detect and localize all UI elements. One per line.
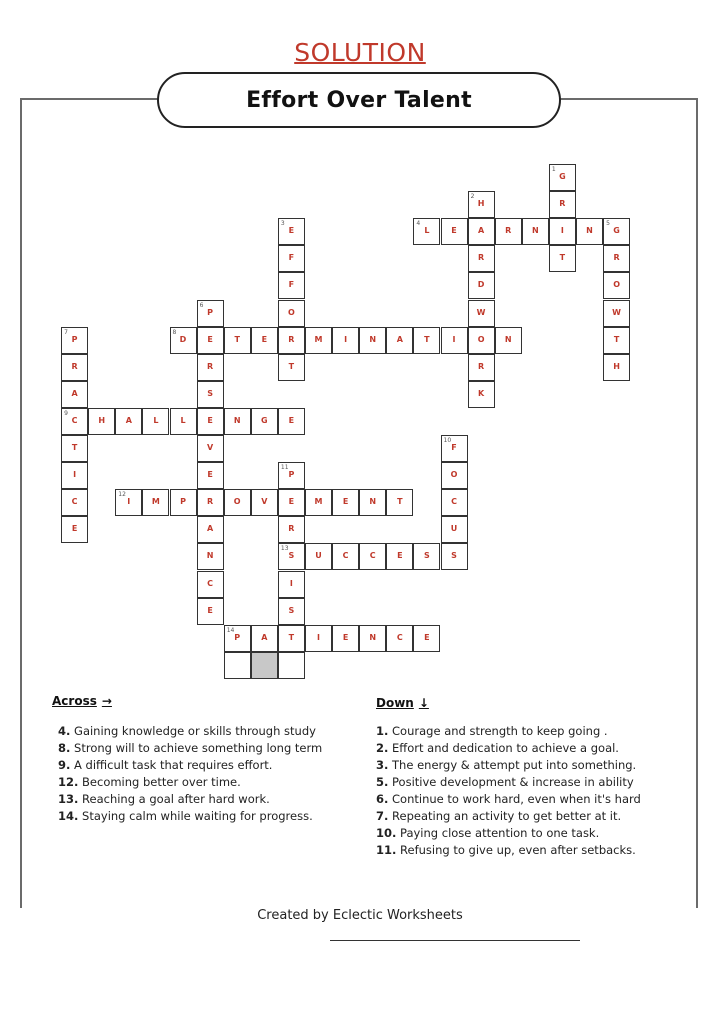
grid-cell [61, 327, 88, 354]
grid-cell [549, 245, 576, 272]
grid-cell [224, 327, 251, 354]
clue-item [376, 842, 641, 859]
clue-item [376, 808, 641, 825]
answer-letter: E [451, 226, 457, 236]
answer-letter: I [452, 334, 456, 344]
grid-cell [441, 516, 468, 543]
answer-letter: G [261, 415, 268, 425]
clue-item-number: 8. [58, 741, 71, 755]
grid-cell [251, 625, 278, 652]
clue-item-number: 5. [376, 775, 389, 789]
answer-letter: L [180, 415, 186, 425]
answer-letter: N [369, 334, 377, 344]
across-clue-list [58, 723, 322, 825]
answer-letter: T [71, 443, 78, 452]
answer-letter: L [153, 415, 159, 425]
answer-letter: R [288, 334, 295, 344]
clue-item [58, 757, 322, 774]
answer-letter: E [207, 470, 213, 480]
answer-letter: W [612, 307, 621, 317]
answer-letter: K [477, 388, 485, 398]
grid-cell [278, 598, 305, 625]
answer-letter: S [424, 551, 430, 561]
answer-letter: I [560, 226, 564, 236]
grid-cell [603, 300, 630, 327]
answer-letter: R [559, 199, 566, 209]
grid-cell [549, 218, 576, 245]
answer-letter: T [288, 361, 295, 371]
answer-letter: T [234, 334, 240, 344]
answer-letter: C [71, 497, 78, 507]
grid-cell [468, 354, 495, 381]
answer-letter: G [559, 172, 566, 181]
answer-letter: R [613, 253, 620, 263]
answer-letter: D [477, 280, 485, 290]
answer-letter: L [424, 226, 430, 236]
answer-letter: P [71, 334, 78, 344]
answer-letter: O [477, 334, 485, 344]
answer-letter: E [342, 632, 349, 642]
clue-item-number: 2. [376, 741, 389, 755]
grid-cell [603, 245, 630, 272]
answer-letter: O [613, 280, 620, 290]
answer-letter: V [261, 497, 268, 507]
clue-item-text: Repeating an activity to get better at it. [388, 809, 622, 823]
answer-letter: C [342, 551, 349, 561]
grid-cell [549, 191, 576, 218]
grid-cell [197, 381, 224, 408]
signature-line [330, 940, 580, 941]
answer-letter: C [451, 497, 457, 507]
answer-letter: W [476, 307, 486, 317]
clue-item-text: Becoming better over time. [78, 775, 241, 789]
clue-item [376, 740, 641, 757]
answer-letter: A [125, 415, 132, 425]
grid-cell [468, 327, 495, 354]
answer-letter: N [586, 226, 593, 236]
clue-item-text: Paying close attention to one task. [396, 826, 600, 840]
answer-letter: E [71, 524, 78, 534]
grid-cell [468, 381, 495, 408]
clue-number: 12 [118, 491, 126, 499]
clue-item-text: Refusing to give up, even after setbacks. [396, 843, 636, 857]
clue-item [58, 791, 322, 808]
answer-letter: E [207, 415, 213, 425]
grid-cell [441, 543, 468, 570]
grid-cell [603, 354, 630, 381]
answer-letter: H [477, 199, 485, 209]
answer-letter: A [477, 226, 485, 236]
grid-cell [359, 327, 386, 354]
clue-item-number: 10. [376, 826, 397, 840]
answer-letter: P [234, 632, 241, 642]
grid-cell [603, 272, 630, 299]
answer-letter: V [206, 443, 214, 452]
clue-item [58, 723, 322, 740]
answer-letter: E [261, 334, 268, 344]
clue-item [376, 825, 641, 842]
answer-letter: T [424, 334, 430, 344]
grid-cell [278, 354, 305, 381]
grid-cell [197, 516, 224, 543]
answer-letter: O [450, 470, 458, 480]
answer-letter: H [613, 361, 620, 371]
clue-number: 9 [64, 409, 68, 417]
answer-letter: T [288, 632, 295, 642]
grid-cell [224, 652, 251, 679]
grid-cell [468, 300, 495, 327]
grid-cell [197, 543, 224, 570]
grid-cell [278, 218, 305, 245]
grid-cell [603, 327, 630, 354]
answer-letter: I [317, 632, 320, 642]
clue-item-number: 13. [58, 792, 79, 806]
answer-letter: U [450, 524, 458, 534]
clue-number: 4 [416, 220, 421, 228]
grid-cell [197, 354, 224, 381]
answer-letter: T [613, 334, 620, 344]
grid-cell [386, 489, 413, 516]
grid-cell [197, 435, 224, 462]
answer-letter: E [288, 415, 295, 425]
grid-cell [61, 516, 88, 543]
clue-item-number: 14. [58, 809, 79, 823]
grid-cell [332, 625, 359, 652]
grid-cell [197, 571, 224, 598]
grid-cell [278, 327, 305, 354]
grid-cell [468, 218, 495, 245]
clue-item-text: The energy & attempt put into something. [388, 758, 637, 772]
grid-cell [251, 327, 278, 354]
down-arrow-icon: ↓ [418, 696, 429, 710]
clue-item-number: 12. [58, 775, 79, 789]
worksheet-title: Effort Over Talent [157, 72, 561, 128]
clue-item-text: A difficult task that requires effort. [70, 758, 273, 772]
answer-letter: S [207, 388, 213, 398]
answer-letter: C [71, 415, 78, 425]
grid-cell [197, 598, 224, 625]
answer-letter: R [207, 497, 214, 507]
clue-item [376, 757, 641, 774]
answer-letter: I [344, 334, 348, 344]
across-heading: Across → [52, 694, 112, 708]
clue-item [376, 791, 641, 808]
clue-item-text: Gaining knowledge or skills through study [70, 724, 316, 738]
clue-number: 7 [64, 328, 68, 336]
answer-letter: C [396, 632, 403, 642]
grid-cell [332, 543, 359, 570]
answer-letter: T [397, 497, 403, 507]
grid-cell [197, 408, 224, 435]
grid-cell [278, 300, 305, 327]
grid-cell [170, 489, 197, 516]
answer-letter: S [451, 551, 457, 561]
grid-cell [413, 543, 440, 570]
grid-cell [251, 652, 278, 679]
solution-heading: SOLUTION [294, 38, 426, 67]
grid-cell [441, 435, 468, 462]
grid-cell [305, 543, 332, 570]
grid-cell [522, 218, 549, 245]
answer-letter: E [288, 226, 295, 236]
grid-cell [549, 164, 576, 191]
grid-cell [278, 652, 305, 679]
answer-letter: M [151, 497, 160, 507]
clue-number: 3 [280, 220, 285, 228]
grid-cell [441, 218, 468, 245]
clue-number: 13 [280, 545, 289, 553]
answer-letter: A [71, 388, 78, 398]
grid-cell [441, 327, 468, 354]
clue-item [58, 808, 322, 825]
grid-cell [197, 300, 224, 327]
grid-cell [88, 408, 115, 435]
answer-letter: F [288, 253, 295, 263]
answer-letter: E [342, 497, 349, 507]
grid-cell [197, 327, 224, 354]
grid-cell [115, 408, 142, 435]
grid-cell [142, 408, 169, 435]
grid-cell [278, 245, 305, 272]
grid-cell [441, 462, 468, 489]
answer-letter: M [314, 334, 323, 344]
grid-cell [441, 489, 468, 516]
answer-letter: R [288, 524, 295, 534]
answer-letter: A [396, 334, 403, 344]
clue-item [376, 774, 641, 791]
answer-letter: F [288, 280, 295, 290]
answer-letter: N [233, 415, 241, 425]
clue-item-text: Continue to work hard, even when it's hard [388, 792, 641, 806]
grid-cell [603, 218, 630, 245]
grid-cell [61, 435, 88, 462]
grid-cell [495, 327, 522, 354]
clue-number: 2 [470, 193, 475, 201]
grid-cell [251, 408, 278, 435]
grid-cell [413, 218, 440, 245]
answer-letter: U [315, 551, 322, 561]
answer-letter: P [180, 497, 186, 507]
grid-cell [278, 516, 305, 543]
clue-number: 10 [443, 437, 452, 444]
grid-cell [305, 327, 332, 354]
grid-cell [332, 327, 359, 354]
answer-letter: N [206, 551, 214, 561]
grid-cell [386, 327, 413, 354]
answer-letter: A [261, 632, 268, 642]
answer-letter: R [478, 361, 485, 371]
clue-number: 11 [280, 464, 289, 472]
grid-cell [305, 489, 332, 516]
clue-number: 14 [226, 626, 235, 634]
clue-item-number: 6. [376, 792, 389, 806]
answer-letter: C [369, 551, 376, 561]
grid-cell [278, 571, 305, 598]
answer-letter: E [288, 497, 295, 507]
answer-letter: S [288, 551, 295, 561]
clue-item-number: 4. [58, 724, 71, 738]
grid-cell [278, 272, 305, 299]
clue-item-text: Reaching a goal after hard work. [78, 792, 270, 806]
clue-item [376, 723, 641, 740]
grid-cell [468, 245, 495, 272]
clue-item-text: Staying calm while waiting for progress. [78, 809, 313, 823]
grid-cell [386, 543, 413, 570]
grid-cell [224, 489, 251, 516]
clue-item-number: 11. [376, 843, 397, 857]
grid-cell [197, 489, 224, 516]
grid-cell [305, 625, 332, 652]
answer-letter: C [207, 578, 214, 588]
answer-letter: R [207, 361, 214, 371]
down-clue-list [376, 723, 641, 859]
grid-cell [576, 218, 603, 245]
clue-item [58, 774, 322, 791]
answer-letter: O [287, 307, 295, 317]
answer-letter: A [206, 524, 214, 534]
clue-item-text: Effort and dedication to achieve a goal. [388, 741, 619, 755]
grid-cell [278, 408, 305, 435]
answer-letter: P [207, 307, 214, 317]
grid-cell [386, 625, 413, 652]
grid-cell [197, 462, 224, 489]
right-arrow-icon: → [101, 694, 112, 708]
grid-cell [61, 354, 88, 381]
clue-number: 1 [551, 166, 556, 173]
grid-cell [278, 462, 305, 489]
answer-letter: M [314, 497, 323, 507]
grid-cell [278, 625, 305, 652]
answer-letter: I [289, 578, 293, 588]
clue-number: 5 [606, 220, 610, 228]
clue-item-number: 1. [376, 724, 389, 738]
grid-cell [61, 489, 88, 516]
answer-letter: P [288, 470, 295, 480]
grid-cell [278, 489, 305, 516]
grid-cell [359, 543, 386, 570]
answer-letter: N [531, 226, 539, 236]
grid-cell [278, 543, 305, 570]
answer-letter: I [73, 470, 77, 480]
answer-letter: H [98, 415, 106, 425]
clue-number: 6 [199, 301, 204, 309]
answer-letter: T [559, 253, 566, 263]
answer-letter: F [451, 443, 457, 452]
answer-letter: E [207, 605, 213, 615]
grid-cell [115, 489, 142, 516]
grid-cell [468, 191, 495, 218]
clue-number: 8 [172, 328, 177, 336]
clue-item-number: 7. [376, 809, 389, 823]
grid-cell [359, 489, 386, 516]
grid-cell [332, 489, 359, 516]
grid-cell [413, 327, 440, 354]
clue-item-text: Positive development & increase in ability [388, 775, 634, 789]
clue-item-number: 3. [376, 758, 389, 772]
answer-letter: N [369, 497, 377, 507]
down-heading: Down ↓ [376, 696, 429, 710]
answer-letter: N [369, 632, 377, 642]
answer-letter: O [233, 497, 241, 507]
clue-item-text: Strong will to achieve something long term [70, 741, 323, 755]
answer-letter: G [613, 226, 620, 236]
answer-letter: E [207, 334, 213, 344]
grid-cell [170, 408, 197, 435]
answer-letter: I [127, 497, 131, 507]
grid-cell [359, 625, 386, 652]
answer-letter: D [179, 334, 187, 344]
grid-cell [170, 327, 197, 354]
clue-item-text: Courage and strength to keep going . [388, 724, 608, 738]
grid-cell [61, 381, 88, 408]
grid-cell [495, 218, 522, 245]
grid-cell [251, 489, 278, 516]
answer-letter: R [71, 361, 78, 371]
grid-cell [224, 625, 251, 652]
grid-cell [61, 408, 88, 435]
answer-letter: E [397, 551, 403, 561]
grid-cell [413, 625, 440, 652]
answer-letter: E [424, 632, 430, 642]
answer-letter: R [478, 253, 485, 263]
grid-cell [142, 489, 169, 516]
answer-letter: R [505, 226, 512, 236]
footer-credit: Created by Eclectic Worksheets [257, 908, 463, 923]
answer-letter: S [288, 605, 295, 615]
grid-cell [468, 272, 495, 299]
answer-letter: N [504, 334, 512, 344]
grid-cell [61, 462, 88, 489]
grid-cell [224, 408, 251, 435]
clue-item-number: 9. [58, 758, 71, 772]
clue-item [58, 740, 322, 757]
